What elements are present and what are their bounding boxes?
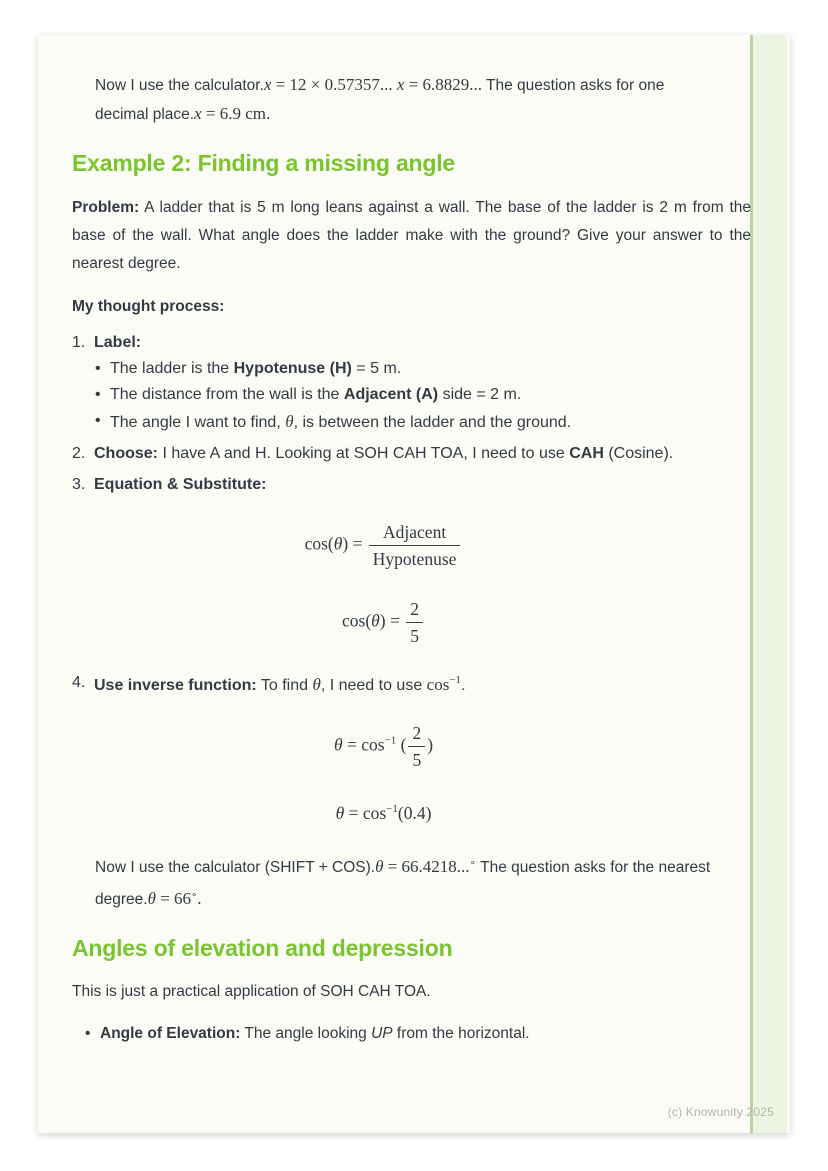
math-variable-x: x [263,75,272,94]
equation-theta-inverse-decimal [44,798,723,824]
text-segment: Now I use the calculator (SHIFT + COS). [95,859,376,876]
fraction [408,721,425,772]
math-segment: ( [396,734,407,755]
list-item-body [94,674,751,695]
thought-process-heading: My thought process: [72,298,225,315]
text-segment: I have A and H. Looking at SOH CAH TOA, I need to use [158,445,570,462]
math-segment: cos [426,675,450,694]
superscript-inverse: −1 [386,803,398,815]
math-variable-x: x [194,104,202,123]
list-item-inverse [72,674,751,695]
text-segment: , I need to use [320,677,427,694]
text-segment: The distance from the wall is the [110,386,344,403]
list-item-equation [72,476,751,494]
fraction-numerator: 2 [410,599,419,619]
math-variable-theta: θ [312,675,321,694]
text-segment: Now I use the calculator. [95,77,264,94]
math-segment: ) = [379,610,405,631]
text-segment: The question asks for one decimal place. [95,77,665,123]
text-segment: = 5 m. [351,360,402,377]
degree-symbol: ∘ [469,858,476,869]
math-segment: . [197,889,202,908]
text-segment: To find [256,677,313,694]
bullet-item-angle [95,412,751,432]
list-item-body [94,445,751,463]
math-segment: = 66 [155,889,192,908]
fraction-numerator: 2 [412,723,422,743]
math-variable-theta: θ [375,857,384,876]
calculator-paragraph-2 [72,850,751,914]
bold-segment: Use inverse function: [94,677,257,694]
list-item-body [94,334,751,352]
problem-label: Problem: [72,199,140,216]
text-segment: The angle I want to find, [110,414,286,431]
bold-segment: Adjacent (A) [343,386,439,403]
math-variable-theta: θ [335,803,345,823]
bold-segment: Angle of Elevation: [100,1025,241,1042]
bold-segment: Equation & Substitute: [94,476,267,493]
bold-segment: CAH [569,445,604,462]
bullet-body [100,1020,751,1048]
text-segment: side = 2 m. [438,386,522,403]
list-number: 3. [72,476,86,493]
fraction [369,520,461,571]
problem-paragraph [72,194,751,278]
text-segment: from the horizontal. [392,1025,530,1042]
bullet-marker: • [85,1025,91,1042]
list-number: 2. [72,445,86,462]
bullet-item-adjacent [95,386,751,404]
page-content [38,35,790,1048]
math-variable-theta: θ [285,412,294,431]
math-variable-theta: θ [371,610,380,631]
fraction [406,597,423,648]
bullet-body [110,360,751,378]
application-paragraph: This is just a practical application of SOH CAH TOA. [72,983,431,1000]
math-variable-theta: θ [333,734,343,755]
text-segment: , is between the ladder and the ground. [293,414,572,431]
math-segment: ) [427,734,434,755]
degree-symbol: ∘ [191,890,198,901]
math-variable-theta: θ [147,889,156,908]
text-segment: The question asks for the nearest degree. [95,859,711,908]
fraction-numerator: Adjacent [383,522,447,542]
math-segment: = cos [342,734,385,755]
italic-segment: UP [371,1025,393,1042]
text-segment: The angle looking [240,1025,372,1042]
math-segment: cos( [342,610,372,631]
superscript-inverse: −1 [384,734,397,747]
math-variable-x: x [396,75,405,94]
document-page [38,35,790,1133]
heading-angles-elevation-depression: Angles of elevation and depression [72,935,453,961]
math-variable-theta: θ [333,533,343,554]
math-segment: (0.4) [397,803,432,823]
calculator-paragraph-1 [72,71,751,129]
list-number: 4. [72,674,86,691]
bold-segment: Choose: [94,445,158,462]
list-item-body [94,476,751,494]
bullet-marker: • [95,360,101,377]
math-segment: = 6.8829... [404,75,482,94]
equation-theta-inverse-fraction [44,721,723,772]
bold-segment: Label: [94,334,142,351]
heading-example-2: Example 2: Finding a missing angle [72,150,456,176]
math-segment: = cos [344,803,387,823]
fraction-denominator: Hypotenuse [369,545,461,571]
math-segment: = 66.4218... [383,857,470,876]
bullet-item-elevation [85,1020,751,1048]
bullet-body [110,386,751,404]
math-segment: ) = [342,533,367,554]
text-segment: The ladder is the [110,360,234,377]
bullet-marker: • [95,412,101,429]
bold-segment: Hypotenuse (H) [233,360,352,377]
fraction-denominator: 5 [406,622,423,648]
list-item-choose [72,445,751,463]
bullet-item-hypotenuse [95,360,751,378]
math-segment: = 12 × 0.57357... [271,75,397,94]
equation-cos-two-fifths [44,597,723,648]
math-segment: cos( [304,533,334,554]
text-segment: A ladder that is 5 m long leans against a wall. The base of the ladder is 2 m from the base of the wall. What angle does the ladder make with the ground? Give your answer to the nearest degree. [72,199,751,272]
numbered-list [72,334,751,824]
list-number: 1. [72,334,86,351]
bullet-marker: • [95,386,101,403]
watermark: (c) Knowunity 2025 [667,1105,774,1119]
text-segment: . [461,677,466,694]
math-segment: = 6.9 cm. [201,104,271,123]
list-item-label [72,334,751,352]
superscript-inverse: −1 [449,674,462,686]
fraction-denominator: 5 [408,746,425,772]
equation-cos-adjacent-hypotenuse [44,520,723,571]
text-segment: (Cosine). [603,445,674,462]
bullet-body [110,412,751,432]
